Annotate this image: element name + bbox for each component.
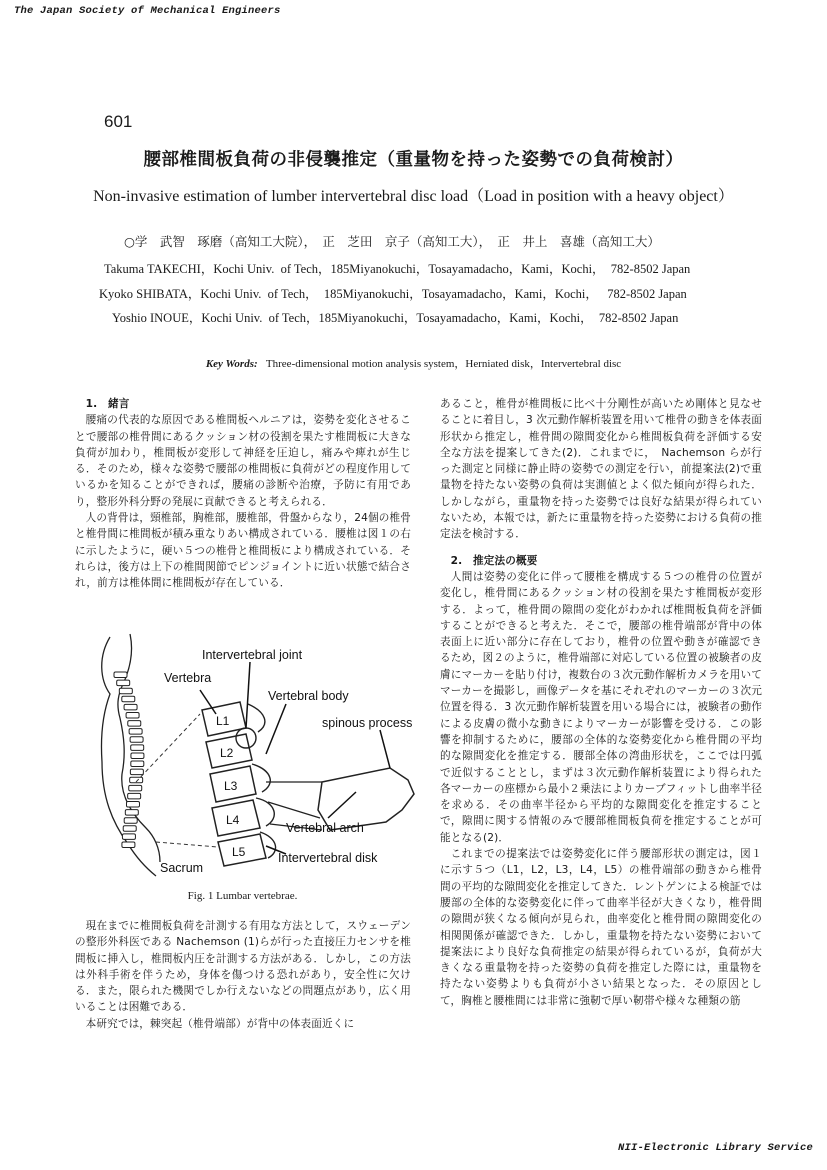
section-1-paragraph-4-continued: あること，椎骨が椎間板に比べ十分剛性が高いため剛体と見なせることに着目し，3 次元動作解析装置を用いて椎骨の動きを体表面形状から推定し，椎骨間の隙間変化から椎間板負荷を評価する安全な方法を提案してきた(2)．これまでに， Nachemson らが行った測定と同様に静止時の姿勢での測定を行い，前提案法(2)で重量物を持たない姿勢の負荷は実測値とよく似た傾向が得られた．しかしながら，重量物を持った姿勢では良好な結果が得られていないため，本報では，新たに重量物を持った姿勢における負荷の推定法を検討する． — [440, 398, 762, 541]
section-2-paragraph-1: 人間は姿勢の変化に伴って腰椎を構成する５つの椎骨の位置が変化し，椎骨間にあるクッション材の役割を果たす椎間板が変形する．よって，椎骨間の隙間の変化がわかれば椎間板負荷を評価することができると考えた．そこで，腰部の椎骨端部が背中の体表面上に近い部分に存在しており，椎骨の位置や動きが確認できるため，図２のように，椎骨端部に対応している位置の被験者の皮膚にマーカーを貼り付け，複数台の３次元動作解析カメラを用いてマーカーを撮影し，画像データを基にそれぞれのマーカーの３次元位置を得る．3 次元動作解析装置を用いる場合には，被験者の動作による皮膚の微小な動きによりマーカーが影響を受ける．この影響を抑制するために，腰部の全体的な姿勢変化から椎骨間の平均的な隙間変化を推定する．腰部全体の湾曲形状を，ここでは円弧で近似することとし，まずは３次元動作解析装置により得られた各マーカーの座標から最小２乗法によりカーブフィットし曲率半径を求める．その曲率半径から平均的な隙間変化を推定することで，隙間に関する情報のみで腰部椎間板負荷を推定することが可能となる(2)． — [440, 570, 762, 844]
spine-vertebra — [128, 793, 141, 799]
section-1-paragraph-2: 人の背骨は，頸椎部，胸椎部，腰椎部，骨盤からなり，24個の椎骨と椎骨間に椎間板が積み重なりあい構成されている．腰椎は図１の右に示したように，硬い５つの椎骨と椎間板により構成されている．それらは，後方は上下の椎間関節でピンジョイントに近い状態で結合され，前方は椎体間に椎間板が存在している． — [75, 512, 411, 590]
spine-vertebra — [122, 842, 135, 848]
spine-vertebra — [114, 672, 127, 678]
section-2-paragraph-2: これまでの提案法では姿勢変化に伴う腰部形状の測定は，図１に示す５つ（L1，L2，L3，L4，L5）の椎骨端部の動きから椎骨間の平均的な隙間変化を推定してきた．レントゲンによる検証では腰部の全体的な姿勢変化に伴って曲率半径が大きくなり，椎骨間の隙間が狭くなる傾向が見られ，曲率変化と椎骨間の隙間変化の相関関係が確認できた．しかし，重量物を持たない姿勢において提案法により良好な負荷推定の結果が得られているが，負荷が大きくなる重量物を持った姿勢の負荷を推定した際には，重量物を持たない姿勢よりも負荷が小さい結果となった．その原因として，胸椎と腰椎間には非常に強靭で厚い靭帯や様々な種類の筋 — [440, 848, 762, 1007]
label-L1: L1 — [216, 714, 230, 728]
label-intervertebral-disk: Intervertebral disk — [278, 851, 378, 865]
spine-vertebra — [131, 761, 144, 767]
label-L4: L4 — [226, 813, 240, 827]
section-1-paragraph-1: 腰痛の代表的な原因である椎間板ヘルニアは，姿勢を変化させることで腰部の椎骨間にあるクッション材の役割を果たす椎間板に大きな負荷が加わり，椎間板が変形して神経を圧迫し，痛みや痺れが生じる．そのため，様々な姿勢で腰部の椎間板に負荷がどの程度作用しているかを知ることができれば，腰痛の診断や治療，予防に有用であり，整形外科分野の発展に貢献できると考えられる． — [75, 414, 411, 508]
leader-spinous — [380, 730, 390, 768]
body-outline-front — [101, 637, 156, 876]
library-footer: NII-Electronic Library Service — [617, 1142, 813, 1154]
title-japanese: 腰部椎間板負荷の非侵襲推定（重量物を持った姿勢での負荷検討） — [143, 150, 684, 170]
spine-vertebra — [131, 753, 144, 759]
spine-vertebra — [122, 834, 135, 840]
title-english: Non-invasive estimation of lumber intervertebral disc load（Load in position with a heavy object） — [93, 188, 734, 205]
spine-vertebra — [122, 696, 135, 702]
affiliation-1: Takuma TAKECHI，Kochi Univ. of Tech，185Miyanokuchi，Tosayamadacho，Kami，Kochi， 782-8502 Japan — [104, 262, 691, 276]
section-1-paragraph-4-start — [75, 1016, 411, 1032]
label-L5: L5 — [232, 845, 246, 859]
figure-1-lumbar-vertebrae — [90, 632, 430, 882]
figure-1-caption: Fig. 1 Lumbar vertebrae. — [187, 890, 298, 902]
affiliation-2: Kyoko SHIBATA，Kochi Univ. of Tech， 185Miyanokuchi，Tosayamadacho，Kami，Kochi， 782-8502 Japan — [99, 287, 687, 301]
magnify-line-bottom — [156, 842, 218, 847]
section-1-heading: 1. 緒言 — [85, 398, 130, 410]
label-vertebral-arch: Vertebral arch — [286, 821, 364, 835]
section-2-heading: 2. 推定法の概要 — [450, 554, 538, 567]
spine-vertebra — [119, 688, 132, 694]
authors-japanese: ○学 武智 琢磨（高知工大院）， 正 芝田 京子（高知工大）， 正 井上 喜雄（高知工大） — [124, 234, 660, 249]
spine-vertebra — [123, 826, 136, 832]
spine-vertebra — [129, 785, 142, 791]
spine-vertebra — [117, 680, 130, 686]
right-column — [440, 396, 762, 1009]
keywords-label: Key Words — [205, 358, 254, 370]
journal-header: The Japan Society of Mechanical Engineers — [14, 5, 281, 17]
section-1-paragraph-3: 現在までに椎間板負荷を計測する有用な方法として，スウェーデンの整形外科医である Nachemson (1)らが行った直接圧力センサを椎間板に挿入し，椎間板内圧を計測する方法がある．しかし，この方法は外科手術を伴うため，身体を傷つける恐れがあり，安全性に欠ける．また，限られた機関でしか行えないなどの問題点があり，広く用いることは困難である． — [75, 920, 411, 1014]
spine-vertebra — [126, 802, 139, 808]
left-column-bottom — [75, 918, 411, 1032]
spine-vertebra — [125, 810, 138, 816]
spine-vertebra — [129, 729, 142, 735]
keywords-text: Three-dimensional motion analysis system，Herniated disk，Intervertebral disc — [265, 358, 622, 370]
leader-body — [266, 704, 286, 754]
paper-number: 601 — [104, 112, 133, 131]
spacer — [440, 543, 762, 553]
label-L2: L2 — [220, 746, 234, 760]
keywords-line — [0, 355, 827, 371]
spine-vertebra — [131, 745, 144, 751]
spine-vertebra — [130, 737, 143, 743]
label-sacrum: Sacrum — [160, 861, 204, 875]
label-intervertebral-joint: Intervertebral joint — [202, 648, 303, 662]
spine-vertebra — [124, 818, 137, 824]
label-L3: L3 — [224, 779, 238, 793]
left-column-top — [75, 396, 411, 592]
leader-joint — [246, 662, 250, 728]
label-vertebra: Vertebra — [164, 671, 212, 685]
label-spinous-process: spinous process — [322, 716, 413, 730]
label-vertebral-body: Vertebral body — [268, 689, 349, 703]
spine-vertebra — [128, 721, 141, 727]
affiliation-3: Yoshio INOUE，Kochi Univ. of Tech，185Miyanokuchi，Tosayamadacho，Kami，Kochi， 782-8502 Japan — [112, 311, 679, 325]
spine-vertebra — [126, 712, 139, 718]
keywords-colon: : — [254, 358, 258, 370]
spine-vertebra — [124, 704, 137, 710]
spine-vertebra — [130, 769, 143, 775]
section-1-paragraph-4: 本研究では，棘突起（椎骨端部）が背中の体表面近くに — [85, 1017, 355, 1030]
magnify-line-top — [136, 714, 200, 782]
